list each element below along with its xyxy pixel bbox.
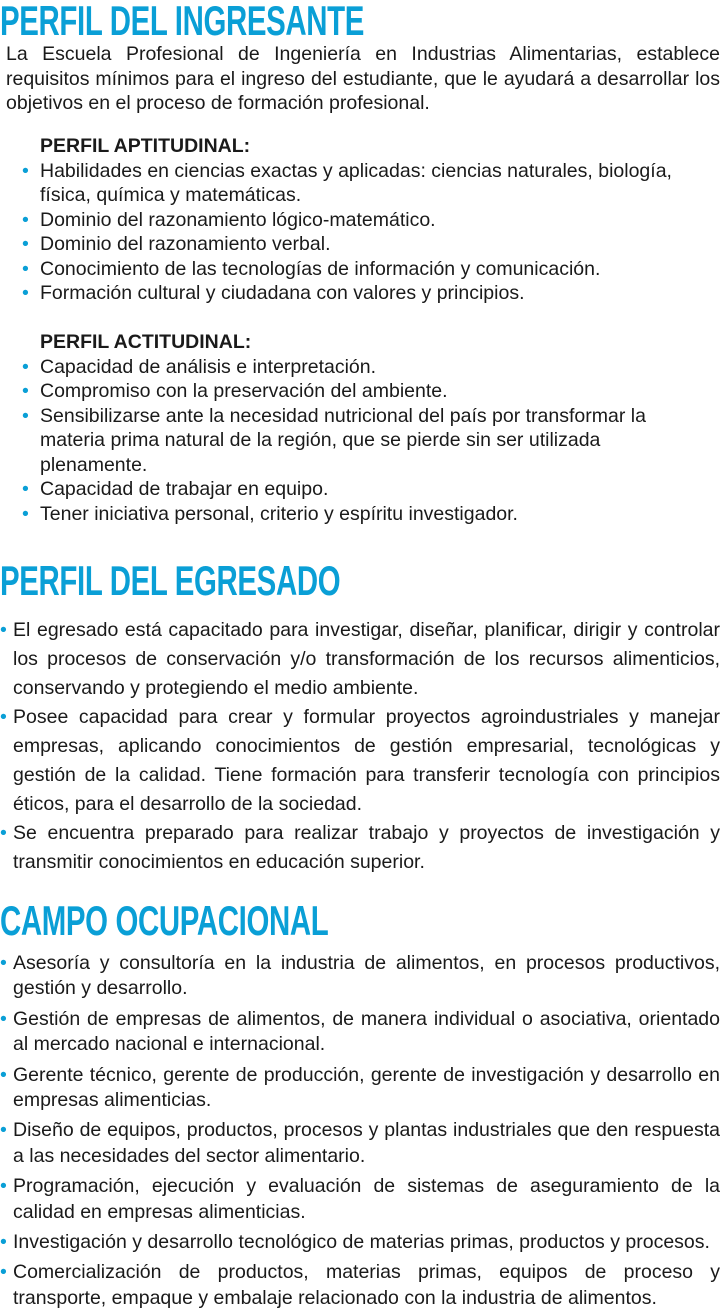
bullet-icon: • <box>0 1007 7 1030</box>
bullet-icon: • <box>22 478 29 500</box>
bullet-icon: • <box>0 706 7 728</box>
list-item-text: Asesoría y consultoría en la industria de alimentos, en procesos productivos, gestión y desarrollo. <box>13 952 720 1000</box>
list-item-text: Compromiso con la preservación del ambiente. <box>40 380 448 402</box>
subheading-actitudinal: PERFIL ACTITUDINAL: <box>40 331 252 353</box>
bullet-icon: • <box>0 619 7 641</box>
actitudinal-list <box>20 355 700 527</box>
list-item-text: Conocimiento de las tecnologías de información y comunicación. <box>40 257 601 280</box>
bullet-icon: • <box>22 159 29 182</box>
list-item-text: Tener iniciativa personal, criterio y espíritu investigador. <box>40 502 518 525</box>
bullet-icon: • <box>0 1231 7 1254</box>
list-item-text: Dominio del razonamiento lógico-matemático. <box>40 208 436 231</box>
list-item <box>20 159 700 208</box>
bullet-icon: • <box>22 282 29 304</box>
list-item <box>0 1063 720 1114</box>
heading-perfil-ingresante: PERFIL DEL INGRESANTE <box>0 0 365 44</box>
bullet-icon: • <box>22 208 29 231</box>
list-item <box>0 703 720 819</box>
list-item <box>0 1007 720 1058</box>
list-item-text: Habilidades en ciencias exactas y aplicadas: ciencias naturales, biología, física, química y matemáticas. <box>40 159 672 206</box>
bullet-icon: • <box>22 233 29 255</box>
list-item <box>20 257 700 282</box>
list-item <box>20 477 700 502</box>
intro-paragraph: La Escuela Profesional de Ingeniería en Industrias Alimentarias, establece requisitos mínimos para el ingreso del estudiante, que le ayudará a desarrollar los objetivos en el proceso de formación profesional. <box>6 43 720 114</box>
list-item-text: Dominio del razonamiento verbal. <box>40 233 331 255</box>
list-item <box>0 616 720 703</box>
list-item <box>0 1230 720 1255</box>
bullet-icon: • <box>0 1261 7 1284</box>
bullet-icon: • <box>0 1063 7 1086</box>
list-item-text: Capacidad de trabajar en equipo. <box>40 478 329 500</box>
list-item <box>0 1174 720 1225</box>
aptitudinal-list <box>20 159 700 306</box>
list-item-text: Comercialización de productos, materias primas, equipos de proceso y transporte, empaque y embalaje relacionado con la industria de alimentos. <box>13 1261 720 1309</box>
list-item-text: Gerente técnico, gerente de producción, gerente de investigación y desarrollo en empresas alimenticias. <box>13 1063 720 1112</box>
bullet-icon: • <box>22 257 29 280</box>
list-item <box>0 1118 720 1169</box>
list-item-text: Gestión de empresas de alimentos, de manera individual o asociativa, orientado al mercado nacional e internacional. <box>13 1007 720 1056</box>
list-item <box>20 502 700 527</box>
list-item-text: Se encuentra preparado para realizar trabajo y proyectos de investigación y transmitir conocimientos en educación superior. <box>13 822 720 873</box>
perfil-aptitudinal-block <box>20 134 700 306</box>
list-item <box>20 355 700 380</box>
bullet-icon: • <box>0 1119 7 1142</box>
list-item <box>20 281 700 306</box>
list-item <box>20 232 700 257</box>
bullet-icon: • <box>22 355 29 378</box>
list-item-text: Capacidad de análisis e interpretación. <box>40 355 377 378</box>
list-item-text: El egresado está capacitado para investigar, diseñar, planificar, dirigir y controlar los procesos de conservación y/o transformación de los recursos alimenticios, conservando y protegiendo el medio ambiente. <box>13 619 720 699</box>
campo-list <box>0 951 720 1316</box>
list-item-text: Programación, ejecución y evaluación de sistemas de aseguramiento de la calidad en empresas alimenticias. <box>13 1175 720 1223</box>
list-item <box>20 404 700 478</box>
heading-perfil-egresado: PERFIL DEL EGRESADO <box>0 557 341 604</box>
list-item <box>0 1260 720 1311</box>
bullet-icon: • <box>22 404 29 427</box>
egresado-list <box>0 616 720 877</box>
list-item-text: Formación cultural y ciudadana con valores y principios. <box>40 282 525 304</box>
perfil-actitudinal-block <box>20 330 700 526</box>
list-item <box>0 951 720 1002</box>
list-item <box>20 379 700 404</box>
bullet-icon: • <box>0 1175 7 1198</box>
bullet-icon: • <box>22 502 29 525</box>
subheading-aptitudinal: PERFIL APTITUDINAL: <box>40 135 251 157</box>
bullet-icon: • <box>22 380 29 402</box>
bullet-icon: • <box>0 822 7 844</box>
list-item-text: Investigación y desarrollo tecnológico de materias primas, productos y procesos. <box>13 1231 710 1254</box>
list-item <box>0 819 720 877</box>
list-item-text: Sensibilizarse ante la necesidad nutricional del país por transformar la materia prima natural de la región, que se pierde sin ser utilizada plenamente. <box>40 404 646 476</box>
list-item-text: Diseño de equipos, productos, procesos y plantas industriales que den respuesta a las necesidades del sector alimentario. <box>13 1119 720 1167</box>
bullet-icon: • <box>0 952 7 974</box>
list-item <box>20 208 700 233</box>
list-item-text: Posee capacidad para crear y formular proyectos agroindustriales y manejar empresas, aplicando conocimientos de gestión empresarial, tecnológicas y gestión de la calidad. Tiene formación para transferir tecnología con principios éticos, para el desarrollo de la sociedad. <box>13 706 720 815</box>
heading-campo-ocupacional: CAMPO OCUPACIONAL <box>0 897 329 944</box>
